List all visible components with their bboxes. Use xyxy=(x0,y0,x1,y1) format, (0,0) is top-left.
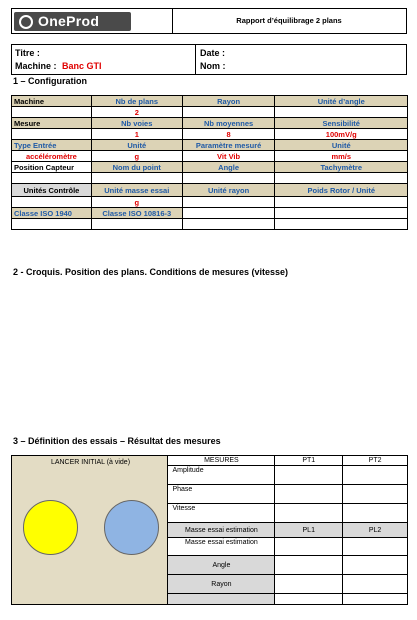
section-2-title: 2 - Croquis. Position des plans. Conditions de mesures (vitesse) xyxy=(13,267,289,277)
pl2-header: PL2 xyxy=(343,523,408,538)
mesures-header: MESURES xyxy=(168,456,275,466)
section-3-title: 3 – Définition des essais – Résultat des mesures xyxy=(13,436,221,446)
pt2-header: PT2 xyxy=(343,456,408,466)
pt1-header: PT1 xyxy=(275,456,343,466)
masse-essai-estimation-2: Masse essai estimation xyxy=(168,538,275,556)
lancer-initial-panel xyxy=(12,456,168,605)
nb-plans-value: 2 xyxy=(91,107,182,118)
nb-voies-value: 1 xyxy=(91,129,182,140)
configuration-table xyxy=(11,95,408,230)
poids-rotor-header: Poids Rotor / Unité xyxy=(275,184,408,197)
tachymetre-header: Tachymètre xyxy=(275,162,408,173)
pl1-header: PL1 xyxy=(275,523,343,538)
unite-value-1: g xyxy=(91,151,182,162)
angle-header: Angle xyxy=(182,162,275,173)
report-header xyxy=(11,8,407,34)
unites-controle-label: Unités Contrôle xyxy=(12,184,92,197)
unite-masse-essai-header: Unité masse essai xyxy=(91,184,182,197)
type-entree-header: Type Entrée xyxy=(12,140,92,151)
rayon-header: Rayon xyxy=(182,96,275,107)
report-title: Rapport d’équilibrage 2 plans xyxy=(236,16,342,25)
nb-voies-header: Nb voies xyxy=(91,118,182,129)
lancer-initial-label: LANCER INITIAL (à vide) xyxy=(50,459,131,466)
sensibilite-value: 100mV/g xyxy=(275,129,408,140)
angle-label: Angle xyxy=(168,556,275,575)
info-box xyxy=(11,44,407,75)
machine-value: Banc GTI xyxy=(62,61,102,71)
masse-essai-estimation-1: Masse essai estimation xyxy=(168,523,275,538)
unite-masse-value: g xyxy=(91,197,182,208)
amplitude-label: Amplitude xyxy=(168,466,275,485)
nb-moyennes-header: Nb moyennes xyxy=(182,118,275,129)
nom-point-header: Nom du point xyxy=(91,162,182,173)
parametre-mesure-header: Paramètre mesuré xyxy=(182,140,275,151)
oneprod-logo xyxy=(14,12,131,31)
classe-iso-1940-header: Classe ISO 1940 xyxy=(12,208,92,219)
logo-ring-icon xyxy=(19,15,33,29)
unite-value-2: mm/s xyxy=(275,151,408,162)
nom-label: Nom : xyxy=(200,61,226,71)
unite-header-1: Unité xyxy=(91,140,182,151)
nb-moyennes-value: 8 xyxy=(182,129,275,140)
section-1-title: 1 – Configuration xyxy=(13,76,87,86)
unite-rayon-header: Unité rayon xyxy=(182,184,275,197)
unite-header-2: Unité xyxy=(275,140,408,151)
plane-1-circle xyxy=(23,500,78,555)
plane-2-circle xyxy=(104,500,159,555)
titre-label: Titre : xyxy=(15,48,40,58)
machine-label: Machine : xyxy=(15,61,57,71)
unite-angle-header: Unité d’angle xyxy=(275,96,408,107)
classe-iso-10816-header: Classe ISO 10816-3 xyxy=(91,208,182,219)
position-capteur-label: Position Capteur xyxy=(12,162,92,173)
results-table xyxy=(11,455,408,605)
rayon-label: Rayon xyxy=(168,575,275,594)
parametre-value: Vit Vib xyxy=(182,151,275,162)
machine-header: Machine xyxy=(12,96,92,107)
type-entree-value: accéléromètre xyxy=(12,151,92,162)
info-divider xyxy=(195,45,196,74)
mesure-header: Mesure xyxy=(12,118,92,129)
logo-text: OneProd xyxy=(38,13,100,29)
phase-label: Phase xyxy=(168,485,275,504)
vitesse-label: Vitesse xyxy=(168,504,275,523)
logo-container xyxy=(12,9,173,33)
date-label: Date : xyxy=(200,48,226,58)
nb-plans-header: Nb de plans xyxy=(91,96,182,107)
sensibilite-header: Sensibilité xyxy=(275,118,408,129)
